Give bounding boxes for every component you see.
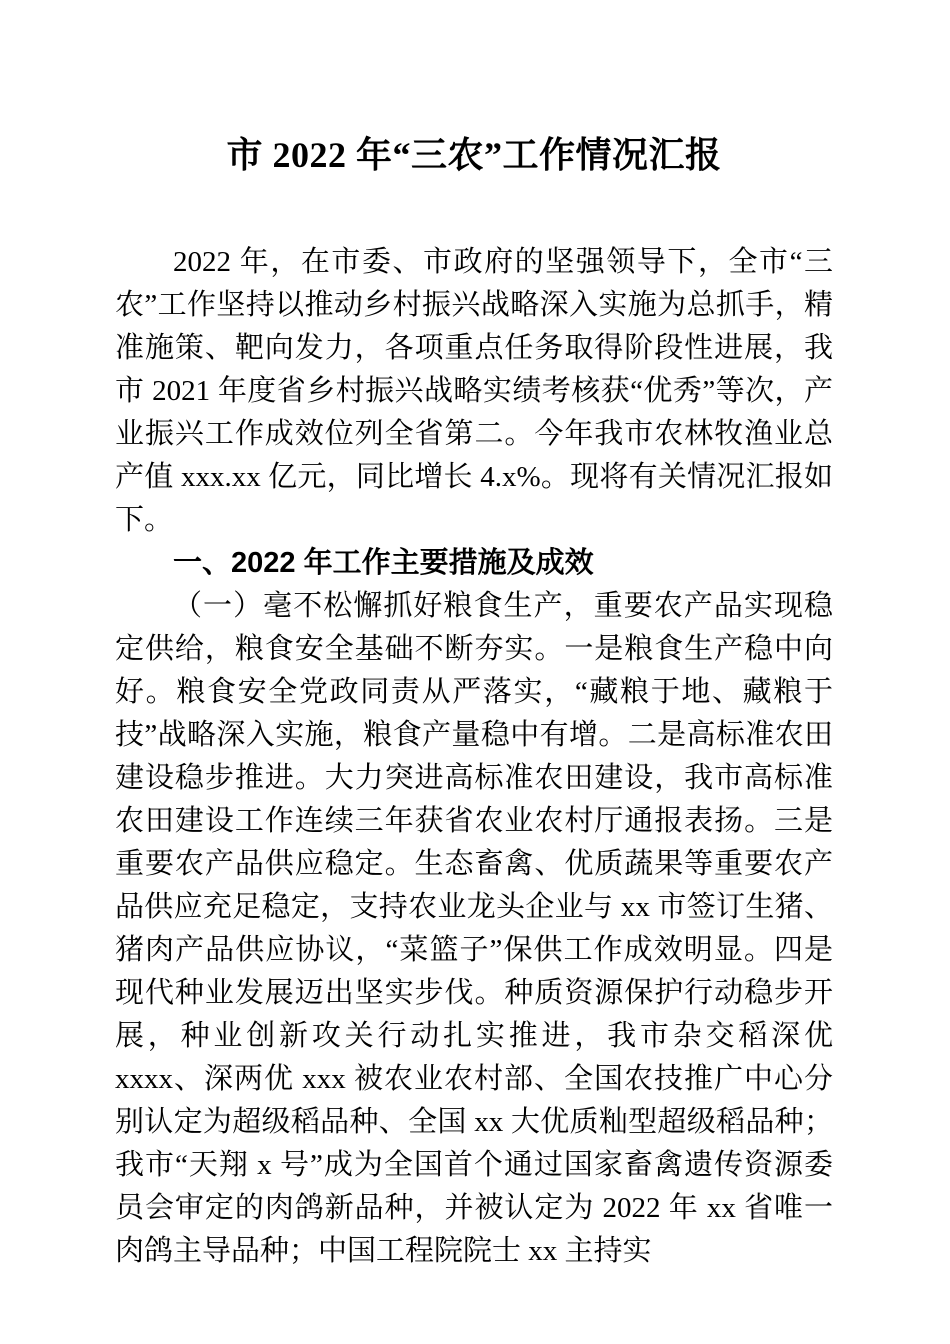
paragraph-body-text: 一是粮食生产稳中向好。粮食安全党政同责从严落实，“藏粮于地、藏粮于技”战略深入实施，粮食产量稳中有增。二是高标准农田建设稳步推进。大力突进高标准农田建设，我市高标准农田建设工作连续三年获省农业农村厅通报表扬。三是重要农产品供应稳定。生态畜禽、优质蔬果等重要农产品供应充足稳定，支持农业龙头企业与 xx 市签订生猪、猪肉产品供应协议，“菜篮子”保供工作成效明显。四是现代种业发展迈出坚实步伐。种质资源保护行动稳步开展，种业创新攻关行动扎实推进，我市杂交稻深优 xxxx、深两优 xxx 被农业农村部、全国农技推广中心分别认定为超级稻品种、全国 xx 大优质籼型超级稻品种；我市“天翔 x 号”成为全国首个通过国家畜禽遗传资源委员会审定的肉鸽新品种，并被认定为 2022 年 xx 省唯一肉鸽主导品种；中国工程院院士 xx 主持实 <box>115 633 833 1267</box>
document-title: 市 2022 年“三农”工作情况汇报 <box>226 135 722 175</box>
intro-paragraph: 2022 年，在市委、市政府的坚强领导下，全市“三农”工作坚持以推动乡村振兴战略深入实施为总抓手，精准施策、靶向发力，各项重点任务取得阶段性进展，我市 2021 年度省乡村振兴战略实绩考核获“优秀”等次，产业振兴工作成效位列全省第二。今年我市农林牧渔业总产值 xxx.xx 亿元，同比增长 4.x%。现将有关情况汇报如下。 <box>115 246 833 536</box>
paragraph-lead-sentence: （一）毫不松懈抓好粮食生产，重要农产品实现稳定供给，粮食安全基础不断夯实。 <box>115 590 833 665</box>
section-heading-1: 一、2022 年工作主要措施及成效 <box>173 547 594 579</box>
body-paragraph-1 <box>115 585 833 1273</box>
